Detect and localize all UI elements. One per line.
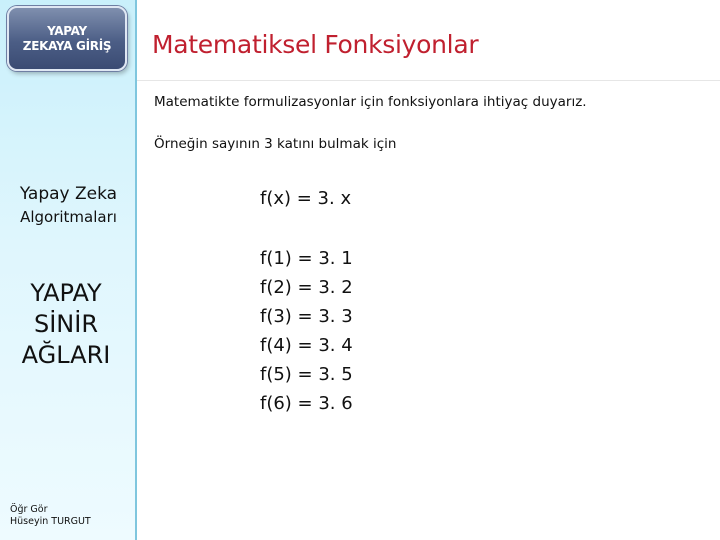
function-results-list [260,244,353,418]
ysa-line-1: YAPAY [30,279,102,307]
example-text: Örneğin sayının 3 katını bulmak için [154,136,397,152]
title-divider [137,80,720,81]
result-item: f(6) = 3. 6 [260,393,353,414]
sidebar [0,0,137,540]
function-definition: f(x) = 3. x [260,188,352,209]
logo-line-1: YAPAY [47,23,87,38]
intro-text: Matematikte formulizasyonlar için fonksiyonlara ihtiyaç duyarız. [154,94,587,110]
page-title: Matematiksel Fonksiyonlar [152,30,479,59]
result-item: f(5) = 3. 5 [260,364,353,385]
ysa-line-3: AĞLARI [21,341,111,369]
nav-yapay-zeka-link[interactable]: Yapay Zeka [19,184,118,204]
result-item: f(3) = 3. 3 [260,306,353,327]
nav-algoritmalari-link[interactable]: Algoritmaları [20,208,117,226]
result-item: f(2) = 3. 2 [260,277,353,298]
author-credit [10,504,91,528]
author-title: Öğr Gör [10,504,48,515]
author-name: Hüseyin TURGUT [10,516,91,527]
result-item: f(4) = 3. 4 [260,335,353,356]
ysa-line-2: SİNİR [33,310,99,338]
result-item: f(1) = 3. 1 [260,248,353,269]
logo-line-2: ZEKAYA GİRİŞ [22,38,112,53]
home-logo-button[interactable] [7,6,127,71]
section-label-ysa [0,278,132,371]
